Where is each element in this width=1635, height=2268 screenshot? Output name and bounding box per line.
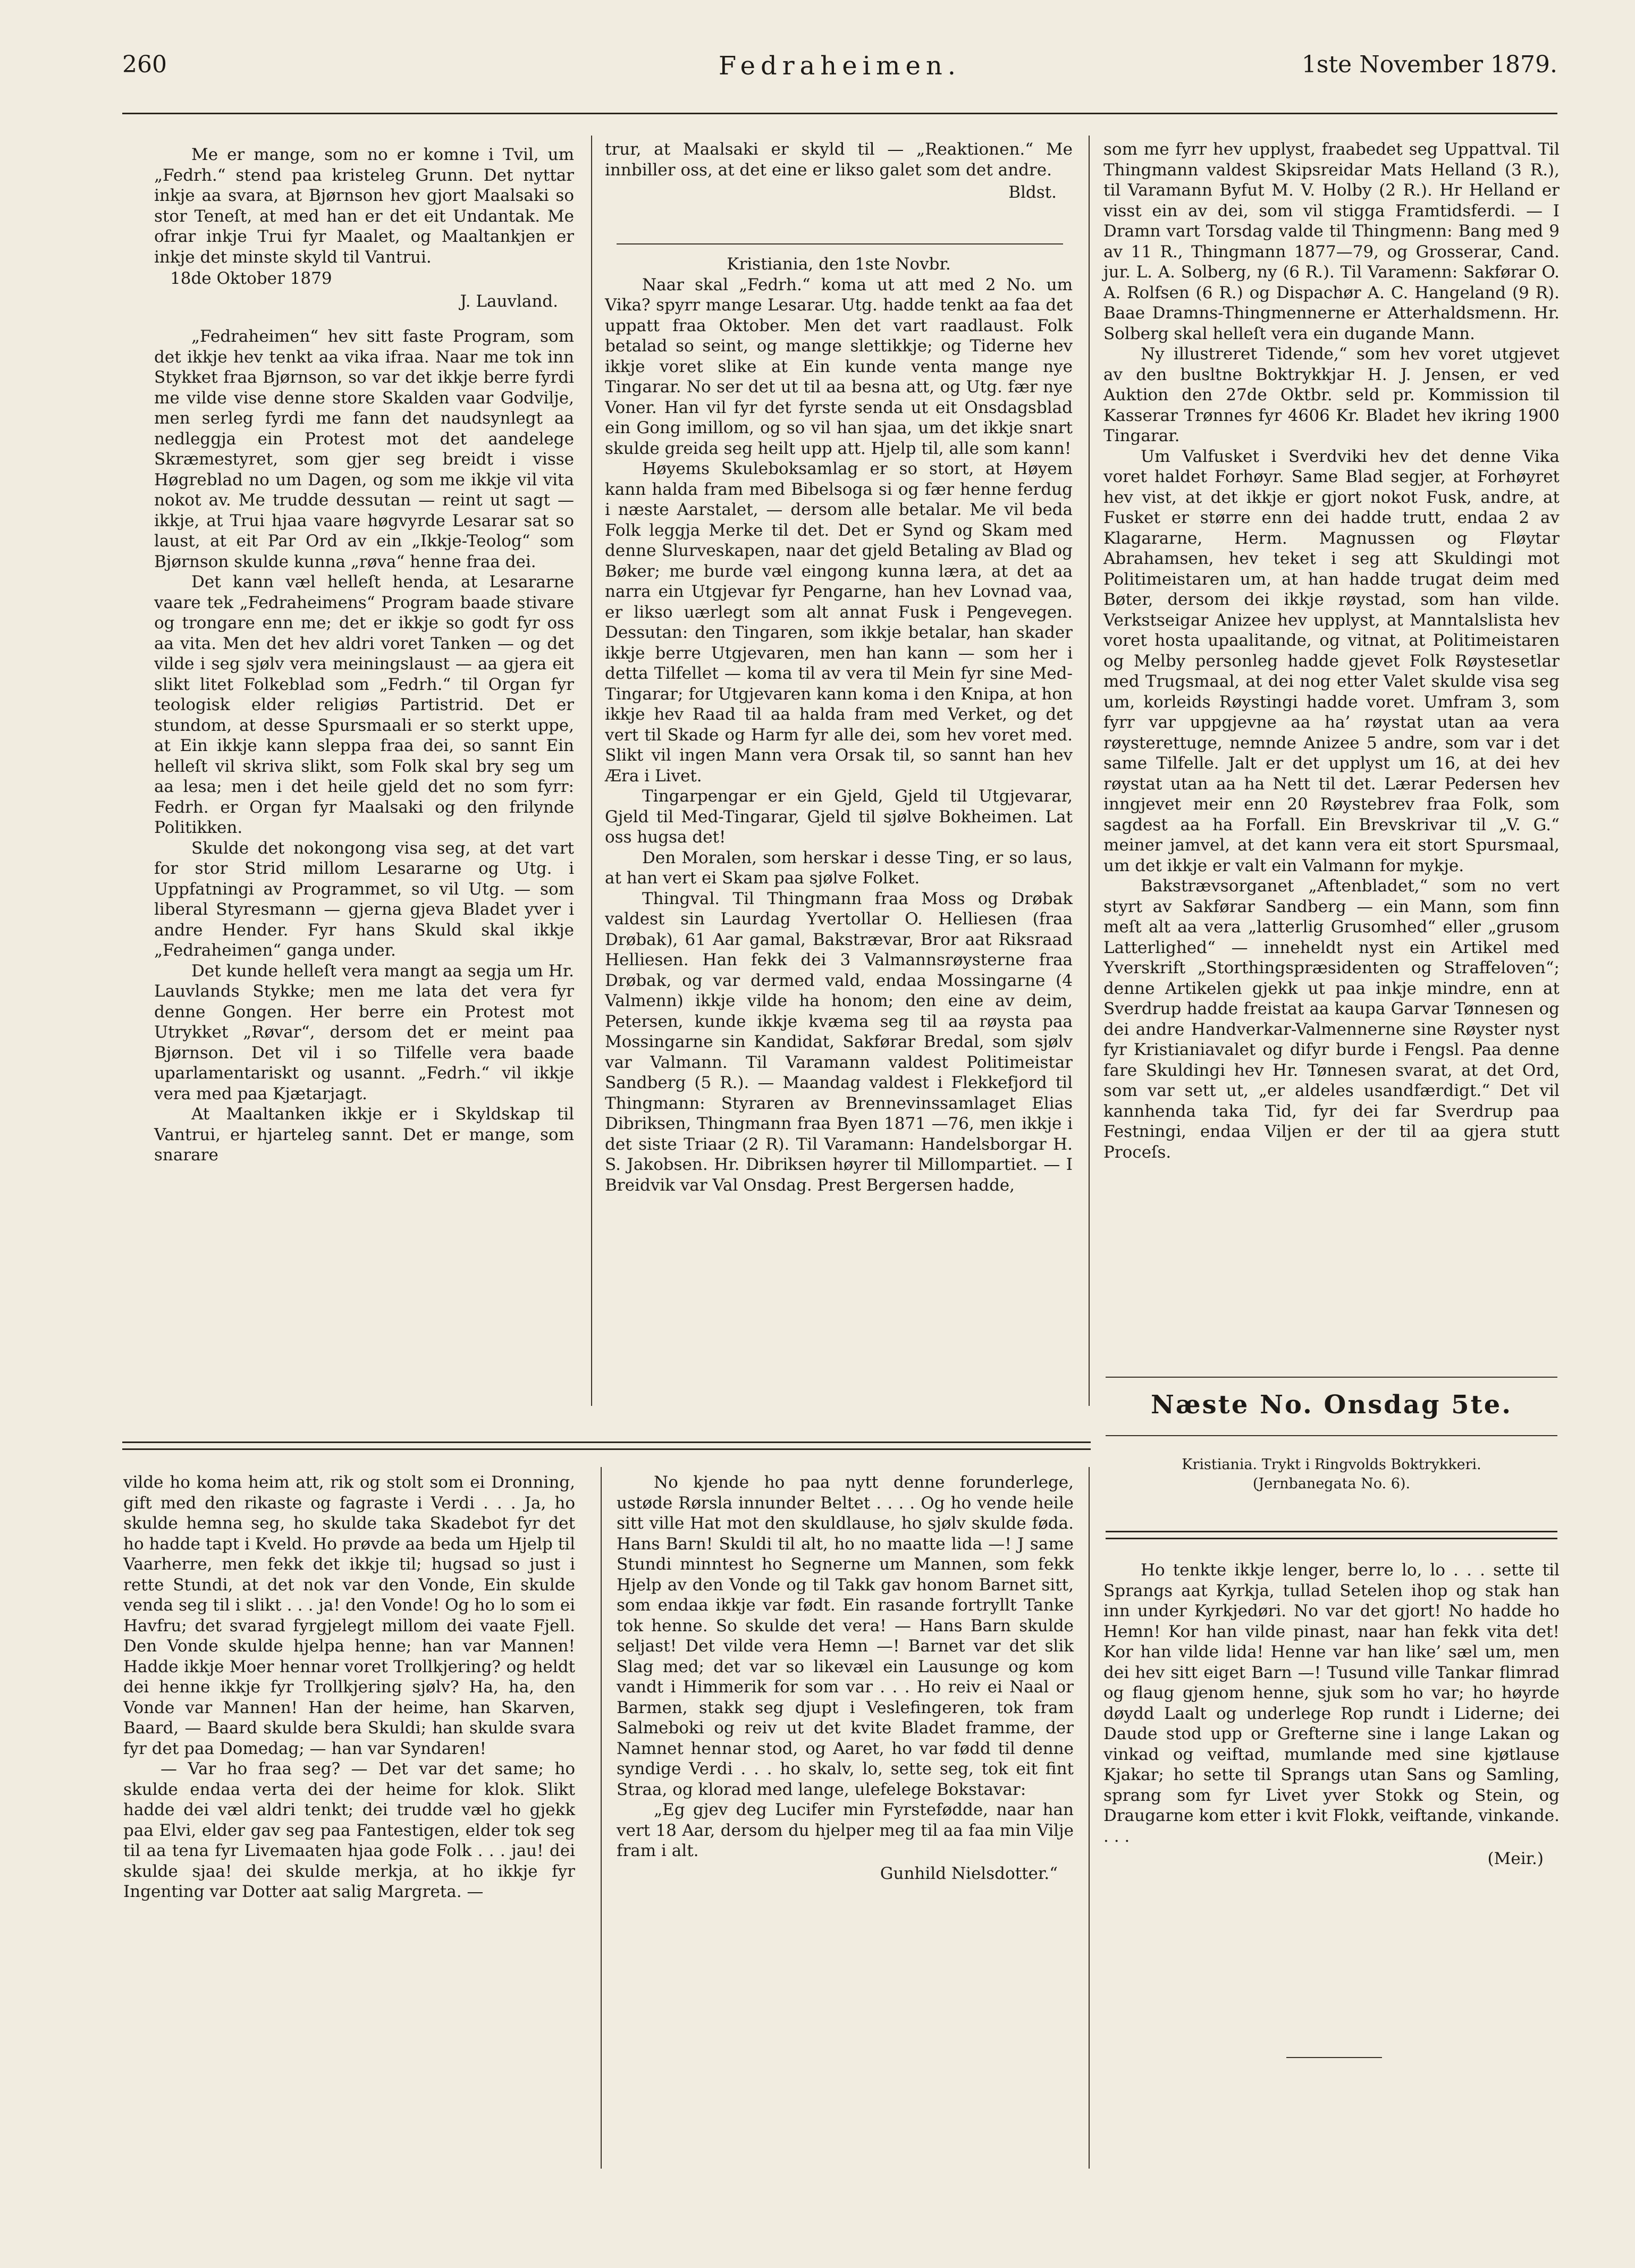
paragraph: Um Valfusket i Sverdviki hev det denne Vika voret haldet Forhøyr. Same Blad segjer, at Forhøyret hev vist, at det ikkje er gjort nokot Fusk, andre, at Fusket er større enn dei hadde trutt, endaa 2 av Klagararne, Herm. Magnussen og Fløytar Abrahamsen, hev teket i seg att Skuldingi mot Politimeistaren um, at han hadde trugat deim med Bøter, dersom dei ikkje røystad, som han vilde. Verkstseigar Anizee hev upplyst, at Manntalslista hev voret hosta upaalitande, og vitnat, at Politimeistaren og Melby personleg hadde gjevet Folk Røystesetlar med Trugsmaal, at dei nog etter Valet skulde visa seg um, korleids Røystingi hadde voret. Umfram 3, som fyrr var uppgjevne aa ha’ røystat utan aa vera røysterettuge, nemnde Anizee 5 andre, som var i det same Tilfelle. Jalt er det upplyst um 16, at dei hev røystat utan aa ha Nett til det. Lærar Pedersen hev inngjevet meir enn 20 Røystebrev fraa Folk, som sagdest aa ha Forfall. Ein Brevskrivar til „V. G.“ meiner jamvel, at det kann vera eit stort Spursmaal, um det ikkje er valt ein Valmann for mykje. (1103, 446, 1560, 875)
masthead-title: Fedraheimen. (718, 51, 962, 81)
page-number: 260 (122, 51, 167, 78)
paragraph: Tingarpengar er ein Gjeld, Gjeld til Utgjevarar, Gjeld til Med-Tingarar, Gjeld til sjølve Bokheimen. Lat oss hugsa det! (605, 787, 1073, 847)
printer-imprint (1106, 1455, 1557, 1494)
dateline: 18de Oktober 1879 (170, 269, 332, 288)
paragraph: Naar skal „Fedrh.“ koma ut att med 2 No. um Vika? spyrr mange Lesarar. Utg. hadde tenkt aa faa det uppatt fraa Oktober. Men det vart raadlaust. Folk betalad so seint, og mange slettikkje; og Tiderne hev ikkje voret slike at Ein kunde venta mange nye Tingarar. No ser det ut til aa besna att, og Utg. fær nye Voner. Han vil fyr det fyrste senda ut eit Onsdagsblad ein Gong imillom, og so vil han sjaa, um det ikkje snart skulde greida seg heilt upp att. Hjelp til, alle som kann! (605, 275, 1073, 458)
signature: J. Lauvland. (460, 291, 558, 311)
issue-date: 1ste November 1879. (1301, 51, 1557, 78)
paragraph: Høyems Skuleboksamlag er so stort, at Høyem kann halda fram med Bibelsoga si og fær henne ferdug i næste Aarstalet, — dersom alle betalar. Me vil beda Folk leggja Merke til det. Det er Synd og Skam med denne Slurveskapen, naar det gjeld Betaling av Blad og Bøker; me burde væl eingong kunna læra, at det aa narra ein Utgjevar fyr Pengarne, han hev Lovnad vaa, er likso uærlegt som alt annat Fusk i Pengevegen. Dessutan: den Tingaren, som ikkje betalar, han skader ikkje berre Utgjevaren, men han kann — som her i detta Tilfellet — koma til av vera til Mein fyr sine Med-Tingarar; for Utgjevaren kann koma i den Knipa, at hon ikkje hev Raad til aa halda fram med Verket, og det vert til Skade og Harm fyr alle dei, som hev voret med. Slikt vil ingen Mann vera Orsak til, so sannt han hev Æra i Livet. (605, 459, 1073, 786)
imprint-line-2: (Jernbanegata No. 6). (1252, 1476, 1411, 1492)
paragraph: At Maaltanken ikkje er i Skyldskap til Vantrui, er hjarteleg sannt. Det er mange, som snarare (154, 1105, 574, 1165)
imprint-line-1: Kristiania. Trykt i Ringvolds Boktrykkeri. (1182, 1456, 1481, 1473)
paragraph: Kristiania, den 1ste Novbr. (727, 255, 951, 274)
paragraph: Det kunde helleſt vera mangt aa segja um Hr. Lauvlands Stykke; men me lata det vera fyr denne Gongen. Her berre ein Protest mot Utrykket „Røvar“, dersom det er meint paa Bjørnson. Det vil i so Tilfelle vera baade uparlamentariskt og usannt. „Fedrh.“ vil ikkje vera med paa Kjætarjagt. (154, 961, 574, 1103)
signature: Gunhild Nielsdotter.“ (880, 1864, 1058, 1883)
paragraph: Ny illustreret Tidende,“ som hev voret utgjevet av den busltne Boktrykkjar H. J. Jensen, er ved Auktion den 27de Oktbr. seld pr. Kommission til Kasserar Trønnes fyr 4606 Kr. Bladet hev ikring 1900 Tingarar. (1103, 344, 1560, 445)
paragraph: Me er mange, som no er komne i Tvil, um „Fedrh.“ stend paa kristeleg Grunn. Det nyttar inkje aa svara, at Bjørnson hev gjort Maalsaki so stor Teneſt, at med han er det eit Undantak. Me ofrar inkje Trui fyr Maalet, og Maaltankjen er inkje det minste skyld til Vantrui. (154, 145, 574, 267)
paragraph: Ho tenkte ikkje lenger, berre lo, lo . . . sette til Sprangs aat Kyrkja, tullad Setelen ihop og stak han inn under Kyrkjedøri. No var det gjort! No hadde ho Hemn! Kor han vilde pinast, naar han fekk vita det! Kor han vilde lida! Henne var han like’ sæl um, men dei hev sitt eiget Barn —! Tusund ville Tankar flimrad og flaug gjenom henne, sjuk som ho var; ho høyrde døydd Laalt og underlege Rop rundt i Liderne; dei Daude stod upp or Grefterne sine i lange Lakan og vinkad og veiftad, mumlande med sine kjøtlause Kjakar; ho sette til Sprangs utan Sans og Samling, sprang som fyr Livet yver Stokk og Stein, og Draugarne kom etter i kvit Flokk, veiftande, vinkande. . . . (1103, 1561, 1560, 1846)
paragraph: Skulde det nokongong visa seg, at det vart for stor Strid millom Lesararne og Utg. i Uppfatningi av Programmet, so vil Utg. — som liberal Styresmann — gjerna gjeva Bladet yver i andre Hender. Fyr hans Skuld skal ikkje „Fedraheimen“ ganga under. (154, 838, 574, 960)
paragraph: „Fedraheimen“ hev sitt faste Program, som det ikkje hev tenkt aa vika ifraa. Naar me tok inn Stykket fraa Bjørnson, so var det ikkje berre fyrdi me vilde vise denne store Skalden vaar Godvilje, men serleg fyrdi me fann det naudsynlegt aa nedleggja ein Protest mot det aandelege Skræmestyret, som gjer seg breidt i visse Høgreblad no um Dagen, og som me ikkje vil vita nokot av. Me trudde dessutan — reint ut sagt — ikkje, at Trui hjaa vaare høgvyrde Lesarar sat so laust, at eit Par Ord av ein „Ikkje-Teolog“ som Bjørnson skulde kunna „røva“ henne fraa dei. (154, 327, 574, 571)
paragraph: Thingval. Til Thingmann fraa Moss og Drøbak valdest sin Laurdag Yvertollar O. Helliesen (fraa Drøbak), 61 Aar gamal, Bakstrævar, Bror aat Riksraad Helliesen. Han fekk dei 3 Valmannsrøysterne fraa Drøbak, og var dermed vald, endaa Mossingarne (4 Valmenn) ikkje vilde ha honom; den eine av deim, Petersen, kunde ikkje kvæma seg til aa røysta paa Mossingarne sin Kandidat, Sakførar Bredal, som sjølv var Valmann. Til Varamann valdest Politimeistar Sandberg (5 R.). — Maandag valdest i Flekkefjord til Thingmann: Styraren av Brennevinssamlaget Elias Dibriksen, Thingmann fraa Byen 1871 —76, men ikkje i det siste Triaar (2 R). Til Varamann: Handelsborgar H. S. Jakobsen. Hr. Dibriksen høyrer til Millompartiet. — I Breidvik var Val Onsdag. Prest Bergersen hadde, (605, 889, 1073, 1195)
page-header (122, 51, 1557, 94)
paragraph: trur, at Maalsaki er skyld til — „Reaktionen.“ Me innbiller oss, at det eine er likso galet som det andre. (605, 140, 1073, 180)
column-divider (591, 136, 592, 1406)
paragraph: Bakstrævsorganet „Aftenbladet,“ som no vert styrt av Sakførar Sandberg — ein Mann, som finn meſt alt aa vera „latterlig Grusomhed“ eller „grusom Latterlighed“ — inneheldt nyst ein Artikel med Yverskrift „Storthingspræsidenten og Straffeloven“; denne Artikelen gjekk ut paa inkje mindre, enn at Sverdrup hadde freistat aa kaupa Garvar Tønnesen og dei andre Handverkar-Valmennerne sine Røyster nyst fyr Kristianiavalet og difyr burde i Fengsl. Paa denne fare Skuldingi hev Hr. Tønnesen svarat, at det Ord, som var sett ut, „er aldeles usandfærdigt.“ Det vil kannhenda taka Tid, fyr dei far Sverdrup paa Festningi, endaa Viljen er der til aa gjera stutt Proceſs. (1103, 876, 1560, 1162)
column-2-lower (617, 1472, 1074, 1887)
feuilleton-rule-right (1106, 1531, 1557, 1539)
paragraph: vilde ho koma heim att, rik og stolt som ei Dronning, gift med den rikaste og fagraste i Verdi . . . Ja, ho skulde hemna seg, ho skulde taka Skadebot fyr det ho hadde tapt i Kveld. Ho prøvde aa beda um Hjelp til Vaarherre, men fekk det ikkje til; hugsad so just i rette Stundi, at det nok var den Vonde, Ein skulde venda seg til i slikt . . . ja! den Vonde! Og ho lo som ei Havfru; det svarad fyrgjelegt millom dei vaate Fjell. Den Vonde skulde hjelpa henne; han var Mannen! Hadde ikkje Moer hennar voret Trollkjering? og heldt dei henne ikkje fyr Trollkjering sjølv? Ha, ha, den Vonde var Mannen! Han der heime, han Skarven, Baard, — Baard skulde bera Skuldi; han skulde svara fyr det paa Domedag; — han var Syndaren! (123, 1473, 575, 1758)
feuilleton-rule (122, 1441, 1091, 1450)
column-divider (601, 1467, 602, 2169)
section-rule (617, 243, 1063, 244)
header-rule (122, 113, 1557, 114)
column-3-upper (1103, 139, 1560, 1162)
column-1-upper (154, 145, 574, 1166)
paragraph: Det kann væl helleſt henda, at Lesararne vaare tek „Fedraheimens“ Program baade stivare og trongare enn me; det er ikkje so godt fyr oss aa vita. Men det hev aldri voret Tanken — og det vilde i seg sjølv vera meiningslaust — aa gjera eit slikt litet Folkeblad som „Fedrh.“ til Organ fyr teologisk elder religiøs Partistrid. Det er stundom, at desse Spursmaali er so sterkt uppe, at Ein ikkje kann sleppa fraa dei, so sannt Ein helleſt vil skriva slikt, som Folk skal bry seg um aa lesa; men i det heile gjeld det no som fyrr: Fedrh. er Organ fyr Maalsaki og den frilynde Politikken. (154, 572, 574, 837)
paragraph (154, 315, 574, 326)
column-2-upper (605, 254, 1073, 1195)
column-2-upper-top (605, 139, 1073, 206)
paragraph: Den Moralen, som herskar i desse Ting, er so laus, at han vert ei Skam paa sjølve Folket. (605, 848, 1073, 888)
next-issue-notice: Næste No. Onsdag 5te. (1150, 1390, 1513, 1420)
paragraph: — Var ho fraa seg? — Det var det same; ho skulde endaa verta dei der heime for klok. Slikt hadde dei væl aldri tenkt; dei trudde væl ho gjekk paa Elvi, elder gav seg paa Fantestigen, elder tok seg til aa tena fyr Livemaaten hjaa gode Folk . . . jau! dei skulde sjaa! dei skulde merkja, at ho ikkje fyr Ingenting var Dotter aat salig Margreta. — (123, 1759, 575, 1901)
column-1-lower (123, 1472, 575, 1902)
end-rule (1286, 2057, 1382, 2058)
paragraph: No kjende ho paa nytt denne forunderlege, ustøde Rørsla innunder Beltet . . . . Og ho vende heile sitt ville Hat mot den skuldlause, ho sjølv skulde føda. Hans Barn! Skuldi til alt, ho no maatte lida —! J same Stundi minntest ho Segnerne um Mannen, som fekk Hjelp av den Vonde og til Takk gav honom Barnet sitt, som endaa ikkje var født. Ein rasande fortryllt Tanke tok henne. So skulde det vera! — Hans Barn skulde seljast! Det vilde vera Hemn —! Barnet var det slik Slag med; det var so likevæl ein Lausunge og kom vandt i Himmerik for som var . . . Ho reiv ei Naal or Barmen, stakk seg djupt i Veslefingeren, tok fram Salmeboki og reiv ut det kvite Bladet framme, der Namnet hennar stod, og Aaret, ho var fødd til denne syndige Verdi . . . ho skalv, lo, sette seg, tok eit fint Straa, og klorad med lange, ulefelege Bokstavar: (617, 1473, 1074, 1799)
column-3-lower (1103, 1560, 1560, 1873)
signature: (Meir.) (1487, 1849, 1544, 1868)
paragraph: som me fyrr hev upplyst, fraabedet seg Uppattval. Til Thingmann valdest Skipsreidar Mats Helland (3 R.), til Varamann Byfut M. V. Holby (2 R.). Hr Helland er visst ein av dei, som vil stigga Framtidsferdi. — I Dramn vart Torsdag valde til Thingmenn: Bang med 9 av 11 R., Thingmann 1877—79, og Grosserar, Cand. jur. L. A. Solberg, ny (6 R.). Til Varamenn: Sakførar O. A. Rolfsen (6 R.) og Dispachør A. C. Hangeland (9 R). Baae Dramns-Thingmennerne er Atterhaldsmenn. Hr. Solberg skal helleſt vera ein dugande Mann. (1103, 140, 1560, 343)
rule-below-naeste (1106, 1435, 1557, 1436)
column-divider (1089, 136, 1090, 1406)
signature: Bldst. (1008, 183, 1057, 202)
rule-above-naeste (1106, 1377, 1557, 1378)
paragraph: „Eg gjev deg Lucifer min Fyrstefødde, naar han vert 18 Aar, dersom du hjelper meg til aa faa min Vilje fram i alt. (617, 1800, 1074, 1860)
column-divider (1089, 1467, 1090, 2169)
